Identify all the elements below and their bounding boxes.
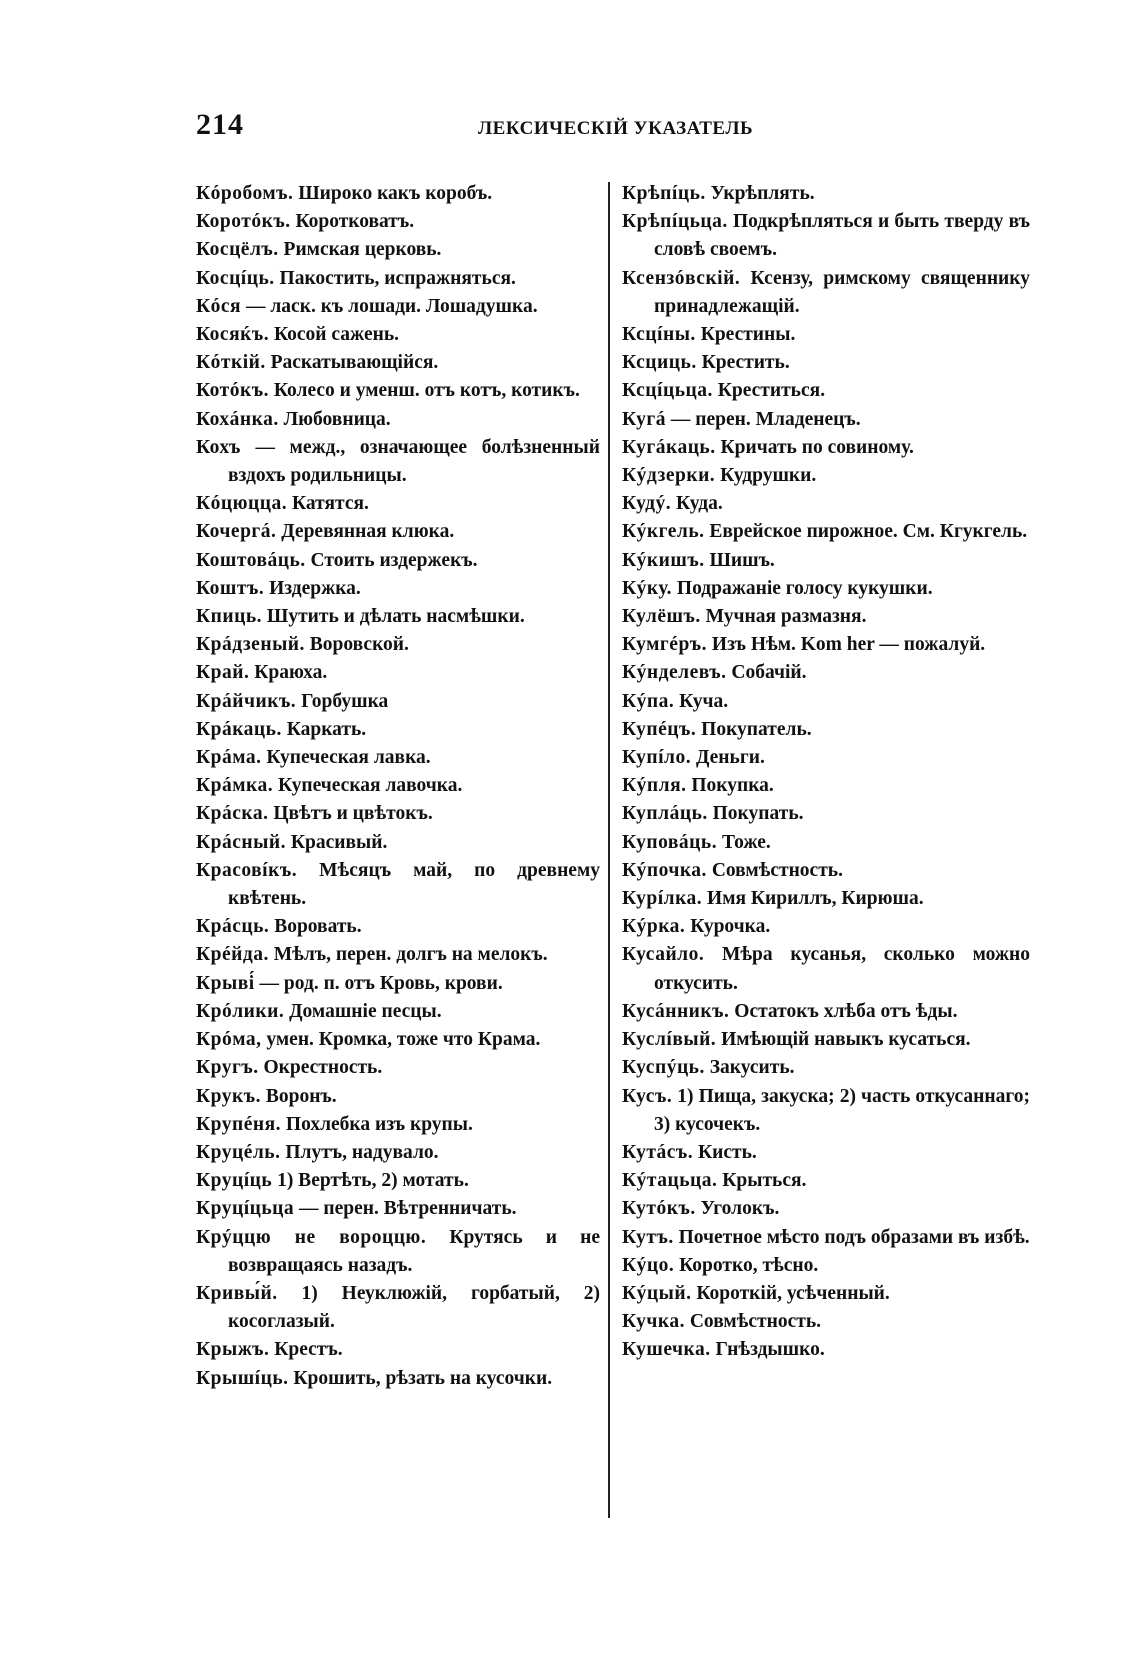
entry-definition: Имѣющій навыкъ кусаться. — [721, 1029, 971, 1051]
entry-headword: Кушечка. — [622, 1339, 711, 1361]
entry-headword: Крýццю не вороццю. — [196, 1226, 427, 1248]
entry-definition: Каркать. — [286, 718, 367, 740]
entry-definition: Окрестность. — [263, 1057, 383, 1079]
entry-headword: Кочергá. — [196, 521, 277, 543]
entry-definition: Горбушка — [301, 690, 389, 712]
dictionary-entry — [622, 1054, 1030, 1082]
dictionary-entry — [622, 885, 1030, 913]
dictionary-entry — [622, 1083, 1030, 1139]
entry-headword: Ксцíны. — [622, 324, 696, 346]
entry-definition: Крутясь и не возвращаясь назадъ. — [228, 1226, 600, 1276]
dictionary-entry — [196, 293, 600, 321]
entry-definition: Крошить, рѣзать на кусочки. — [293, 1367, 553, 1389]
page-number: 214 — [196, 108, 244, 141]
entry-headword: Кýкгель. — [622, 521, 705, 543]
entry-definition: Изъ Нѣм. Kom her — пожалуй. — [711, 634, 986, 656]
entry-headword: Кохъ — [196, 436, 241, 458]
entry-headword: Ксциць. — [622, 352, 697, 374]
dictionary-entry — [622, 941, 1030, 997]
dictionary-entry — [196, 829, 600, 857]
dictionary-entry — [622, 1195, 1030, 1223]
entry-headword: Кучка. — [622, 1311, 685, 1333]
entry-headword: Кóся — [196, 295, 242, 317]
entry-headword: Кутóкъ. — [622, 1198, 696, 1220]
entry-definition: Шутить и дѣлать насмѣшки. — [266, 606, 525, 628]
entry-headword: Кýкишъ. — [622, 549, 705, 571]
entry-headword: Круцíцьца — [196, 1198, 295, 1220]
entry-headword: Куспýць. — [622, 1057, 705, 1079]
dictionary-entry — [196, 1336, 600, 1364]
entry-definition: Покупатель. — [701, 718, 812, 740]
dictionary-entry — [196, 1139, 600, 1167]
entry-headword: Круцíць — [196, 1170, 273, 1192]
entry-definition: — перен. Вѣтренничать. — [299, 1198, 517, 1220]
column-divider — [608, 182, 610, 1518]
entry-headword: Коротóкъ. — [196, 211, 291, 233]
dictionary-entry — [196, 1026, 600, 1054]
entry-headword: Кругъ. — [196, 1057, 259, 1079]
entry-headword: Ксцíцьца. — [622, 380, 713, 402]
dictionary-entry — [196, 1224, 600, 1280]
entry-definition: Ксензу, римскому священнику принадлежащій. — [654, 267, 1030, 317]
entry-definition: Совмѣстность. — [711, 859, 843, 881]
entry-definition: умен. Кромка, тоже что Крама. — [266, 1029, 541, 1051]
dictionary-entry — [622, 688, 1030, 716]
entry-headword: Куповáць. — [622, 831, 718, 853]
entry-headword: Кудý. — [622, 493, 672, 515]
entry-headword: Кýдзерки. — [622, 465, 716, 487]
entry-definition: Еврейское пирожное. См. Кгукгель. — [709, 521, 1028, 543]
dictionary-entry — [196, 857, 600, 913]
entry-headword: Красовíкъ. — [196, 859, 298, 881]
dictionary-entry — [622, 1139, 1030, 1167]
entry-definition: Красивый. — [290, 831, 388, 853]
dictionary-entry — [196, 1195, 600, 1223]
entry-headword: Крáска. — [196, 803, 269, 825]
entry-definition: Плутъ, надувало. — [285, 1141, 439, 1163]
dictionary-entry — [196, 236, 600, 264]
dictionary-entry — [622, 1280, 1030, 1308]
dictionary-entry — [196, 659, 600, 687]
entry-headword: Кулёшъ. — [622, 606, 701, 628]
dictionary-entry — [622, 744, 1030, 772]
entry-definition: Деревянная клюка. — [281, 521, 455, 543]
entry-definition: Краюха. — [254, 662, 328, 684]
entry-headword: Котóкъ. — [196, 380, 269, 402]
dictionary-entry — [622, 518, 1030, 546]
entry-definition: 1) Вертѣть, 2) мотать. — [277, 1170, 469, 1192]
dictionary-entry — [622, 377, 1030, 405]
entry-headword: Кривы́й. — [196, 1282, 278, 1304]
entry-headword: Крупéня. — [196, 1113, 282, 1135]
dictionary-entry — [196, 688, 600, 716]
dictionary-entry — [622, 659, 1030, 687]
dictionary-entry — [622, 406, 1030, 434]
entry-definition: Катятся. — [292, 493, 369, 515]
dictionary-entry — [196, 321, 600, 349]
entry-definition: Куча. — [679, 690, 729, 712]
entry-headword: Кýнделевъ. — [622, 662, 727, 684]
entry-definition: Воровать. — [274, 916, 362, 938]
entry-definition: Крестить. — [701, 352, 790, 374]
dictionary-entry — [196, 716, 600, 744]
entry-definition: Кудрушки. — [720, 465, 817, 487]
dictionary-entry — [196, 180, 600, 208]
entry-definition: Деньги. — [696, 747, 765, 769]
entry-definition: Любовница. — [283, 408, 391, 430]
entry-headword: Кусайло. — [622, 944, 705, 966]
entry-headword: Кутáсъ. — [622, 1141, 694, 1163]
entry-definition: 1) Пища, закуска; 2) часть откусаннаго; 3) кусочекъ. — [654, 1085, 1031, 1135]
entry-headword: Кóробомъ. — [196, 183, 294, 204]
entry-headword: Курíлка. — [622, 888, 703, 910]
entry-headword: Купéцъ. — [622, 718, 697, 740]
entry-headword: Кумгéръ. — [622, 634, 708, 656]
dictionary-entry — [622, 434, 1030, 462]
entry-definition: Издержка. — [269, 577, 361, 599]
entry-definition: 1) Неуклюжій, горбатый, 2) косоглазый. — [228, 1282, 600, 1333]
entry-headword: Крѣпíць. — [622, 183, 706, 204]
entry-definition: Коротко, тѣсно. — [679, 1254, 819, 1276]
entry-headword: Купíло. — [622, 747, 692, 769]
entry-headword: Крáма. — [196, 747, 262, 769]
dictionary-entry — [622, 631, 1030, 659]
dictionary-entry — [622, 800, 1030, 828]
entry-headword: Кýцо. — [622, 1254, 675, 1276]
dictionary-entry — [622, 208, 1030, 264]
entry-headword: Крáкаць. — [196, 718, 282, 740]
dictionary-entry — [196, 490, 600, 518]
dictionary-entry — [622, 1336, 1030, 1364]
entry-definition: Крыться. — [722, 1170, 807, 1192]
entry-headword: Крáсць. — [196, 916, 270, 938]
entry-definition: Купеческая лавка. — [266, 747, 431, 769]
dictionary-entry — [196, 1280, 600, 1336]
entry-headword: Кохáнка. — [196, 408, 279, 430]
dictionary-entry — [622, 913, 1030, 941]
entry-definition: Домашніе песцы. — [289, 1000, 442, 1022]
entry-definition: Мучная размазня. — [705, 606, 867, 628]
entry-headword: Кусáнникъ. — [622, 1000, 730, 1022]
entry-definition: Тоже. — [721, 831, 771, 853]
entry-definition: Мѣсяцъ май, по древнему квѣтень. — [228, 859, 600, 910]
entry-definition: Стоить издержекъ. — [310, 549, 478, 571]
entry-definition: Совмѣстность. — [689, 1311, 822, 1333]
entry-headword: Крыві́ — [196, 972, 255, 994]
entry-headword: Крáдзеный. — [196, 634, 305, 656]
dictionary-entry — [196, 265, 600, 293]
entry-definition: Кричать по совиному. — [720, 436, 914, 458]
entry-headword: Косцёлъ. — [196, 239, 279, 261]
entry-headword: Кугáкаць. — [622, 436, 716, 458]
entry-headword: Кусъ. — [622, 1085, 673, 1107]
entry-headword: Крáйчикъ. — [196, 690, 297, 712]
entry-definition: Собачій. — [731, 662, 807, 684]
entry-definition: Остатокъ хлѣба отъ ѣды. — [734, 1000, 958, 1022]
entry-headword: Крéйда. — [196, 944, 269, 966]
entry-definition: Крестины. — [700, 324, 796, 346]
dictionary-entry — [196, 518, 600, 546]
entry-headword: Кутъ. — [622, 1226, 674, 1248]
entry-headword: Крыжъ. — [196, 1339, 270, 1361]
entry-definition: Курочка. — [690, 916, 771, 938]
dictionary-entry — [196, 575, 600, 603]
dictionary-entry — [622, 772, 1030, 800]
entry-definition: — перен. Младенецъ. — [670, 408, 861, 430]
dictionary-entry — [622, 321, 1030, 349]
entry-headword: Коштовáць. — [196, 549, 306, 571]
dictionary-entry — [622, 575, 1030, 603]
dictionary-entry — [622, 462, 1030, 490]
entry-headword: Куслíвый. — [622, 1029, 717, 1051]
entry-definition: Пакостить, испражняться. — [279, 267, 516, 289]
dictionary-entry — [196, 377, 600, 405]
entry-headword: Кýрка. — [622, 916, 686, 938]
right-column — [622, 180, 1030, 1365]
entry-definition: Закусить. — [709, 1057, 795, 1079]
dictionary-entry — [196, 349, 600, 377]
entry-headword: Кóцюцца. — [196, 493, 288, 515]
entry-definition: Короткій, усѣченный. — [696, 1282, 890, 1304]
entry-definition: Купеческая лавочка. — [277, 775, 463, 797]
dictionary-entry — [196, 1111, 600, 1139]
entry-definition: Креститься. — [717, 380, 826, 402]
entry-definition: Воронъ. — [265, 1085, 337, 1107]
entry-headword: Куплáць. — [622, 803, 708, 825]
entry-definition: Уголокъ. — [700, 1198, 780, 1220]
running-title: ЛЕКСИЧЕСКІЙ УКАЗАТЕЛЬ — [478, 118, 754, 139]
dictionary-entry — [196, 434, 600, 490]
dictionary-entry — [622, 603, 1030, 631]
entry-headword: Ксензóвскій. — [622, 267, 741, 289]
entry-headword: Кýпочка. — [622, 859, 707, 881]
dictionary-entry — [622, 349, 1030, 377]
entry-headword: Коштъ. — [196, 577, 265, 599]
dictionary-entry — [622, 1308, 1030, 1336]
entry-definition: Похлебка изъ крупы. — [285, 1113, 473, 1135]
dictionary-entry — [196, 970, 600, 998]
entry-definition: Кисть. — [698, 1141, 757, 1163]
dictionary-entry — [196, 941, 600, 969]
entry-definition: Куда. — [676, 493, 723, 515]
entry-headword: Крáмка. — [196, 775, 274, 797]
entry-headword: Крóма, — [196, 1029, 262, 1051]
entry-definition: Покупать. — [712, 803, 804, 825]
entry-definition: Воровской. — [309, 634, 409, 656]
entry-definition: Колесо и уменш. отъ котъ, котикъ. — [273, 380, 580, 402]
dictionary-entry — [622, 857, 1030, 885]
dictionary-entry — [196, 547, 600, 575]
entry-definition: Гнѣздышко. — [715, 1339, 825, 1361]
dictionary-entry — [622, 829, 1030, 857]
dictionary-entry — [196, 631, 600, 659]
dictionary-entry — [622, 1224, 1030, 1252]
entry-definition: Имя Кириллъ, Кирюша. — [707, 888, 924, 910]
entry-headword: Косцíць. — [196, 267, 275, 289]
entry-headword: Крáсный. — [196, 831, 286, 853]
dictionary-entry — [196, 406, 600, 434]
entry-headword: Кýтацьца. — [622, 1170, 718, 1192]
entry-definition: Мѣлъ, перен. долгъ на мелокъ. — [273, 944, 548, 966]
dictionary-entry — [196, 772, 600, 800]
dictionary-entry — [196, 998, 600, 1026]
entry-headword: Косяќъ. — [196, 324, 270, 346]
left-column — [196, 180, 600, 1393]
dictionary-entry — [196, 208, 600, 236]
dictionary-entry — [622, 265, 1030, 321]
entry-definition: Мѣра кусанья, сколько можно откусить. — [654, 944, 1030, 994]
dictionary-entry — [196, 603, 600, 631]
entry-headword: Крышíць. — [196, 1367, 289, 1389]
entry-definition: Коротковатъ. — [295, 211, 415, 233]
dictionary-entry — [196, 913, 600, 941]
entry-definition: Крестъ. — [274, 1339, 343, 1361]
entry-definition: Цвѣтъ и цвѣтокъ. — [273, 803, 433, 825]
entry-definition: Раскатывающійся. — [270, 352, 439, 374]
entry-headword: Кýку. — [622, 577, 673, 599]
entry-headword: Крóлики. — [196, 1000, 285, 1022]
dictionary-entry — [196, 1167, 600, 1195]
entry-definition: Подражаніе голосу кукушки. — [676, 577, 933, 599]
dictionary-entry — [622, 180, 1030, 208]
entry-headword: Кугá — [622, 408, 667, 430]
entry-headword: Крѣпíцьца. — [622, 211, 728, 233]
entry-definition: Укрѣплять. — [710, 183, 815, 204]
dictionary-entry — [622, 716, 1030, 744]
entry-headword: Кпиць. — [196, 606, 263, 628]
entry-headword: Круцéль. — [196, 1141, 281, 1163]
dictionary-entry — [196, 1054, 600, 1082]
entry-headword: Кóткій. — [196, 352, 266, 374]
entry-definition: Римская церковь. — [283, 239, 442, 261]
entry-definition: Широко какъ коробъ. — [298, 183, 493, 204]
entry-headword: Кýпа. — [622, 690, 675, 712]
dictionary-entry — [196, 1365, 600, 1393]
entry-definition: Почетное мѣсто подъ образами въ избѣ. — [678, 1226, 1030, 1248]
dictionary-entry — [196, 744, 600, 772]
entry-headword: Край. — [196, 662, 250, 684]
entry-headword: Кýцый. — [622, 1282, 692, 1304]
entry-definition: — межд., означающее болѣзненный вздохъ родильницы. — [228, 436, 600, 487]
dictionary-entry — [622, 998, 1030, 1026]
dictionary-entry — [622, 1252, 1030, 1280]
entry-definition: Покупка. — [691, 775, 774, 797]
entry-headword: Кýпля. — [622, 775, 687, 797]
entry-definition: — род. п. отъ Кровь, крови. — [259, 972, 503, 994]
entry-definition: Подкрѣпляться и быть тверду въ словѣ своемъ. — [654, 211, 1030, 261]
entry-definition: Шишъ. — [709, 549, 775, 571]
dictionary-entry — [622, 1167, 1030, 1195]
dictionary-entry — [196, 1083, 600, 1111]
dictionary-entry — [622, 490, 1030, 518]
entry-definition: — ласк. къ лошади. Лошадушка. — [245, 295, 538, 317]
entry-definition: Косой сажень. — [273, 324, 400, 346]
entry-headword: Крукъ. — [196, 1085, 261, 1107]
dictionary-entry — [196, 800, 600, 828]
dictionary-entry — [622, 547, 1030, 575]
dictionary-entry — [622, 1026, 1030, 1054]
